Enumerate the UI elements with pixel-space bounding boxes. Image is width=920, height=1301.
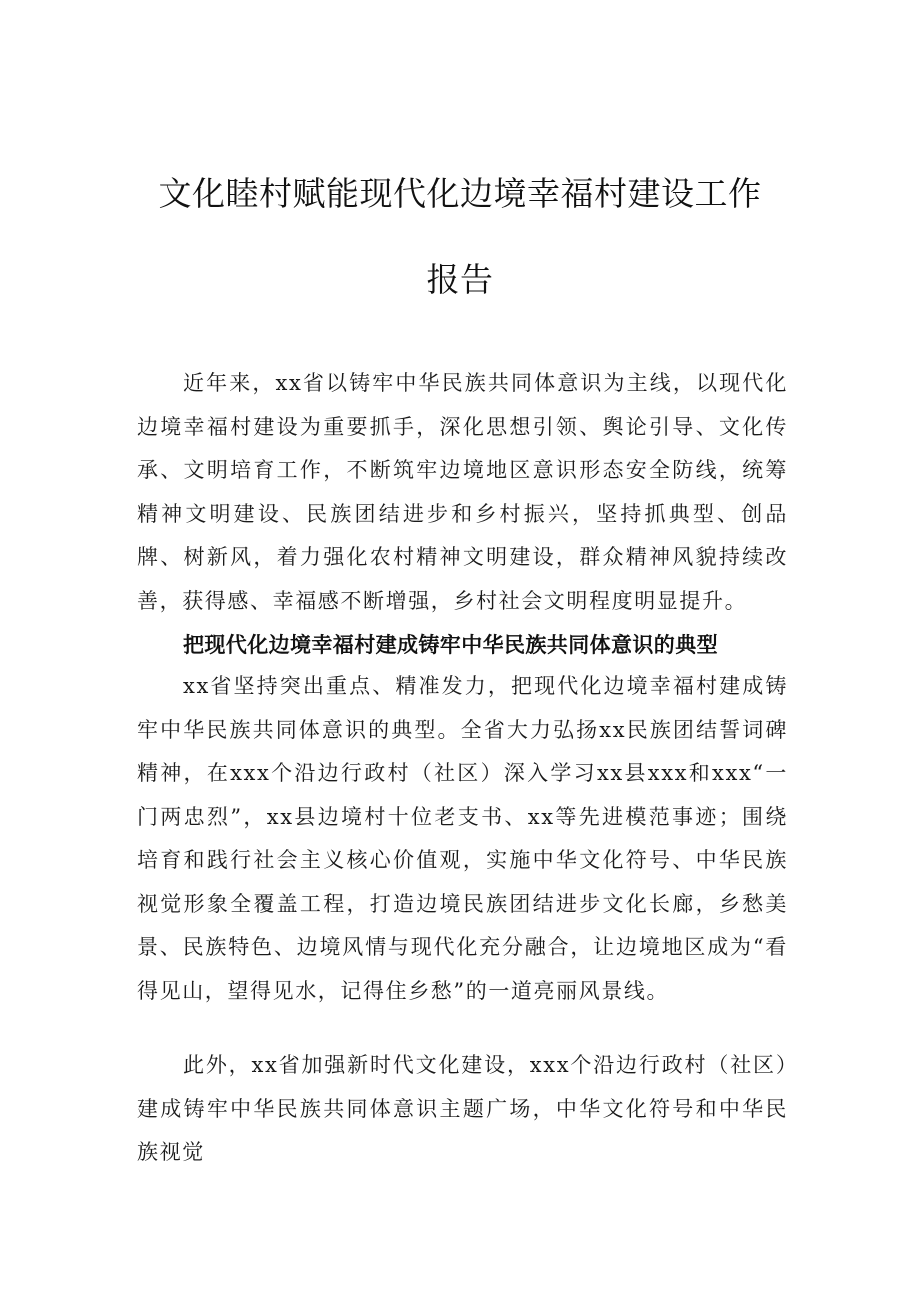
document-title-line1: 文化睦村赋能现代化边境幸福村建设工作 xyxy=(158,174,762,213)
document-title-line2: 报告 xyxy=(426,260,494,299)
section-heading: 把现代化边境幸福村建成铸牢中华民族共同体意识的典型 xyxy=(183,633,718,657)
paragraph-additional: 此外，xx省加强新时代文化建设，xxx个沿边行政村（社区）建成铸牢中华民族共同体意识主题广场，中华文化符号和中华民族视觉 xyxy=(137,1053,788,1164)
paragraph-section-body: xx省坚持突出重点、精准发力，把现代化边境幸福村建成铸牢中华民族共同体意识的典型。全省大力弘扬xx民族团结誓词碑精神，在xxx个沿边行政村（社区）深入学习xx县xxx和xxx“一门两忠烈”，xx县边境村十位老支书、xx等先进模范事迹；围绕培育和践行社会主义核心价值观，实施中华文化符号、中华民族视觉形象全覆盖工程，打造边境民族团结进步文化长廊，乡愁美景、民族特色、边境风情与现代化充分融合，让边境地区成为“看得见山，望得见水，记得住乡愁”的一道亮丽风景线。 xyxy=(137,674,788,1003)
paragraph-intro: 近年来，xx省以铸牢中华民族共同体意识为主线，以现代化边境幸福村建设为重要抓手，深化思想引领、舆论引导、文化传承、文明培育工作，不断筑牢边境地区意识形态安全防线，统筹精神文明建设、民族团结进步和乡村振兴，坚持抓典型、创品牌、树新风，着力强化农村精神文明建设，群众精神风貌持续改善，获得感、幸福感不断增强，乡村社会文明程度明显提升。 xyxy=(137,371,788,613)
